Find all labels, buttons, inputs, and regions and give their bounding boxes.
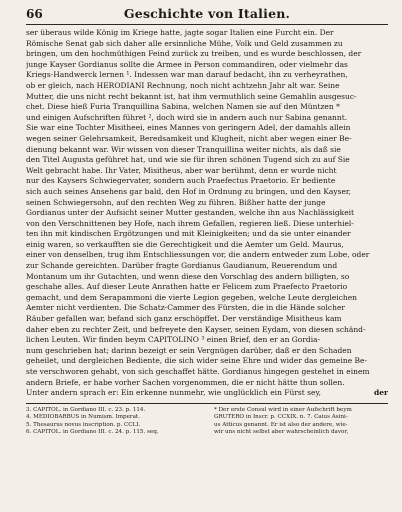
footnotes-right-column [214, 407, 388, 437]
text-line: ten ihn mit kindischen Ergötzungen und mit Kleinigkeiten; und da sie unter einander [26, 229, 351, 239]
text-line: Sie war eine Tochter Misitheei, eines Mannes von geringern Adel, der damahls allein [26, 123, 351, 133]
text-line: dienung bekannt war. Wir wissen von dieser Tranquillina weiter nichts, als daß sie [26, 144, 341, 154]
running-title: Geschichte von Italien. [123, 6, 291, 21]
text-line: wegen seiner Gelehrsamkeit, Beredsamkeit und Klugheit, nicht aber wegen einer Be- [26, 133, 352, 143]
text-line: Römische Senat gab sich daher alle ersinnliche Mühe, Volk und Geld zusammen zu [26, 38, 343, 48]
footnotes [26, 407, 388, 437]
footnote-line: * Der erste Consul wird in einer Aufschrift beym [214, 406, 352, 413]
footnote-divider [26, 403, 388, 404]
main-text [26, 28, 388, 399]
text-line: Gordianus unter der Aufsicht seiner Mutter gestanden, welche ihn aus Nachlässigkeit [26, 208, 355, 218]
text-line: ob er gleich, nach HERODIANI Rechnung, noch nicht achtzehn Jahr alt war. Seine [26, 80, 340, 90]
text-line: lichen Leuten. Wir finden beym CAPITOLINO ³ einen Brief, den er an Gordia- [26, 335, 321, 345]
text-line: einig waren, so verkaufften sie die Gerechtigkeit und die Aemter um Geld. Maurus, [26, 239, 344, 249]
text-line: geschahe alles. Auf dieser Leute Anrathen hatte er Felicem zum Praefecto Praetorio [26, 282, 348, 292]
text-line: gemacht, und dem Serapammoni die vierte Legion gegeben, welche Leute dergleichen [26, 292, 358, 302]
footnote-line: us Atticus genannt. Er ist also der andere, wie- [214, 421, 348, 428]
footnote-line: 4. MEDIOBARBUS in Numism. Imperat. [26, 414, 140, 421]
text-line: daher eben zu rechter Zeit, und befreyete den Kayser, seinen Eydam, von diesen schänd- [26, 324, 366, 334]
footnote-line: GRUTERO in Inscr. p. CCXIX. n. 7. Caius Asini- [214, 414, 348, 421]
text-line-content: Unter andern sprach er: Ein erkenne nunmehr, wie unglücklich ein Fürst sey, [26, 388, 322, 398]
footnote-line: wir uns nicht selbst aber wahrscheinlich davor, [214, 429, 349, 435]
text-line: Mutter, die uns nicht recht bekannt ist, hat ihm vermuthlich seine Gemahlin ausgesuc- [26, 91, 357, 101]
text-line: chet. Diese hieß Furia Tranquillina Sabina, welchen Namen sie auf den Müntzen * [26, 102, 340, 112]
text-line: seinen Schwiegersohn, auf den rechten Weg zu führen. Bißher hatte der junge [26, 197, 326, 207]
text-line: den Titel Augusta geführet hat, und wie sie für ihren schönen Tugend sich zu auf Sie [26, 155, 350, 165]
text-line: num geschrieben hat; darinn bezeigt er sein Vergnügen darüber, daß er den Schaden [26, 345, 352, 355]
text-line: geheilet, und dergleichen Bediente, die sich wider seine Ehre und wider das gemeine Be- [26, 356, 368, 366]
footnote-line: 3. CAPITOL. in Gordiano III. c. 23. p. 114. [26, 406, 146, 413]
footnotes-left-column [26, 407, 204, 437]
text-line [26, 388, 388, 399]
text-line: zur Schande gereichten. Darüber fragte Gordianus Gaudianum, Reuerendum und [26, 261, 338, 271]
footnote-line: 6. CAPITOL. in Gordiano III. c. 24. p. 115. seq. [26, 429, 159, 435]
text-line: und einigen Aufschriften führet ², doch wird sie in andern auch nur Sabina genannt. [26, 112, 348, 122]
text-line: nur des Kaysers Schwiegervater, sondern auch Praefectus Praetorio. Er bediente [26, 176, 336, 186]
text-line: Montanum um ihr Gutachten, und wenn diese den Vorschlag des andern billigten, so [26, 271, 350, 281]
text-line: andern Briefe, er habe vorher Sachen vorgenommen, die er nicht hätte thun sollen. [26, 377, 345, 387]
text-line: Welt gebracht habe. Ihr Vater, Misitheus, aber war berühmt, denn er wurde nicht [26, 165, 337, 175]
text-line: junge Kayser Gordianus sollte die Armee in Person commandiren, oder vielmehr das [26, 59, 348, 69]
text-line: ser überaus wilde König im Kriege hatte, jagte sogar Italien eine Furcht ein. Der [26, 28, 334, 37]
footnote-line: 5. Thesaurus novus inscription. p. CCLI. [26, 421, 141, 428]
text-line: einer von denselben, trug ihm Entschliessungen vor, die andern entweder zum Lobe, oder [26, 250, 370, 260]
text-line: von den Verschnittenen bey Hofe, nach ihrem Gefallen, regieren ließ. Diese unterhiel- [26, 218, 354, 228]
text-line: sich auch seines Ansehens gar bald, den Hof in Ordnung zu bringen, und den Kayser, [26, 186, 352, 196]
page-header [26, 6, 388, 25]
text-line: Kriegs-Handwerck lernen ¹. Indessen war man darauf bedacht, ihn zu verheyrathen, [26, 70, 348, 80]
text-line: Aemter nicht verdienten. Die Schatz-Cammer des Fürsten, die in die Hände solcher [26, 303, 345, 313]
text-line: Räuber gefallen war, befand sich ganz erschöpffet. Der verständige Misitheus kam [26, 314, 342, 324]
text-line: bringen, um den hochmüthigen Feind zurück zu treiben, und es wurde beschlossen, der [26, 49, 362, 59]
text-line: ste verschworen gehabt, von sich geschaffet hätte. Gordianus hingegen gestehet in einem [26, 367, 370, 376]
page-number: 66 [26, 7, 43, 21]
catchword: der [374, 388, 388, 398]
